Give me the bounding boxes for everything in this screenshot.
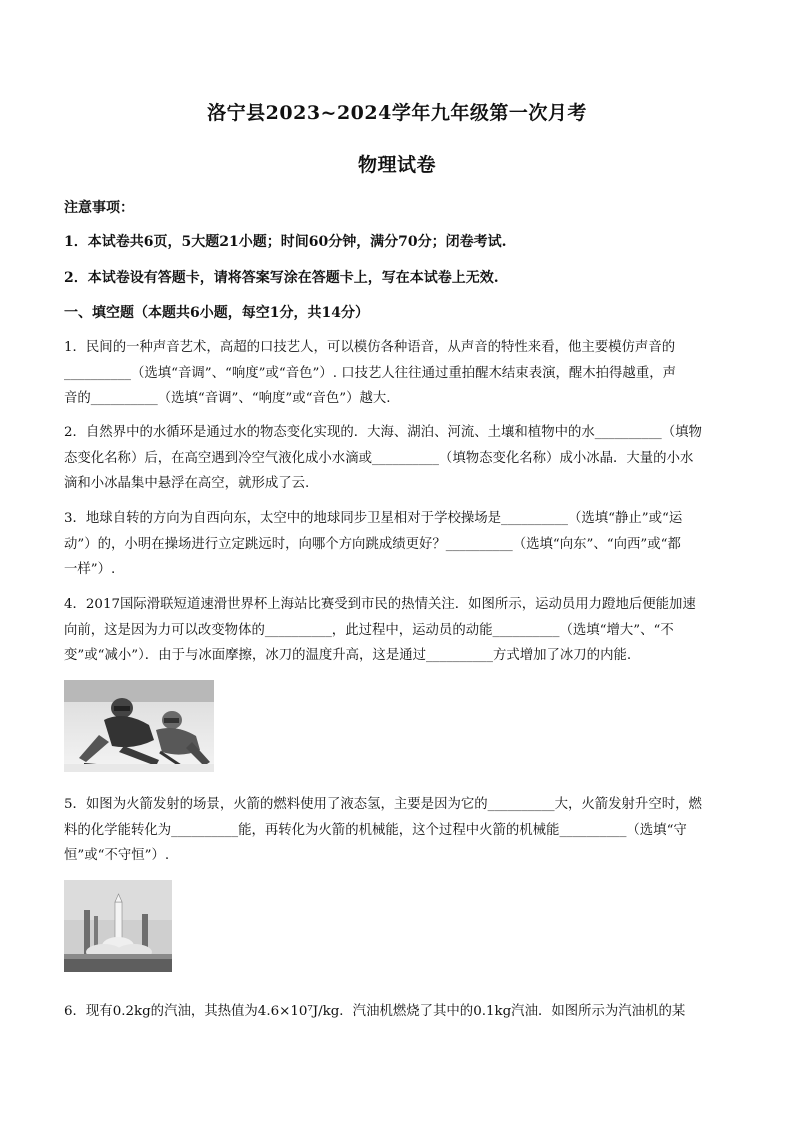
question-5-line: 5．如图为火箭发射的场景，火箭的燃料使用了液态氢，主要是因为它的__________大，火箭发射升空时，燃 bbox=[64, 797, 702, 812]
exam-subtitle: 物理试卷 bbox=[357, 154, 436, 176]
notice-heading: 注意事项： bbox=[64, 200, 134, 216]
question-1-line: 音的__________（选填“音调”、“响度”或“音色”）越大. bbox=[64, 391, 391, 406]
question-1 bbox=[64, 335, 736, 412]
question-6-line: 6．现有0.2kg的汽油，其热值为4.6×10⁷J/kg．汽油机燃烧了其中的0.1kg汽油．如图所示为汽油机的某 bbox=[64, 1004, 686, 1019]
notice-item-1: 1．本试卷共6页，5大题21小题；时间60分钟，满分70分；闭卷考试. bbox=[64, 234, 507, 250]
question-3 bbox=[64, 506, 736, 583]
question-4-line: 变”或“减小”）．由于与冰面摩擦，冰刀的温度升高，这是通过__________方式增加了冰刀的内能. bbox=[64, 648, 632, 663]
notice-item-2: 2．本试卷设有答题卡，请将答案写涂在答题卡上，写在本试卷上无效. bbox=[64, 270, 499, 286]
question-3-line: 动”）的，小明在操场进行立定跳远时，向哪个方向跳成绩更好？__________（选填“向东”、“向西”或“都 bbox=[64, 536, 681, 552]
question-3-line: 一样”）. bbox=[64, 562, 116, 577]
question-2-line: 态变化名称）后，在高空遇到冷空气液化成小水滴或__________（填物态变化名称）成小冰晶．大量的小水 bbox=[64, 450, 694, 466]
question-3-line: 3．地球自转的方向为自西向东，太空中的地球同步卫星相对于学校操场是__________（选填“静止”或“运 bbox=[64, 511, 683, 526]
section-1-heading: 一、填空题（本题共6小题，每空1分，共14分） bbox=[64, 305, 369, 321]
question-1-line: __________（选填“音调”、“响度”或“音色”）. 口技艺人往往通过重拍醒木结束表演，醒木拍得越重，声 bbox=[64, 365, 676, 381]
exam-title: 洛宁县2023~2024学年九年级第一次月考 bbox=[207, 102, 587, 124]
question-4-line: 4．2017国际滑联短道速滑世界杯上海站比赛受到市民的热情关注．如图所示，运动员用力蹬地后便能加速 bbox=[64, 597, 696, 612]
question-5-line: 料的化学能转化为__________能，再转化为火箭的机械能，这个过程中火箭的机械能__________（选填“守 bbox=[64, 822, 687, 838]
question-2-line: 2．自然界中的水循环是通过水的物态变化实现的．大海、湖泊、河流、土壤和植物中的水__________（填物 bbox=[64, 425, 702, 440]
question-2 bbox=[64, 420, 736, 497]
question-2-line: 滴和小冰晶集中悬浮在高空，就形成了云. bbox=[64, 476, 310, 491]
question-5 bbox=[64, 792, 736, 869]
question-4-line: 向前，这是因为力可以改变物体的__________，此过程中，运动员的动能__________（选填“增大”、“不 bbox=[64, 622, 674, 638]
question-6 bbox=[64, 999, 736, 1025]
speed-skating-photo bbox=[64, 680, 214, 772]
question-4 bbox=[64, 592, 736, 669]
question-1-line: 1．民间的一种声音艺术，高超的口技艺人，可以模仿各种语音，从声音的特性来看，他主要模仿声音的 bbox=[64, 340, 676, 355]
question-5-line: 恒”或“不守恒”）. bbox=[64, 848, 170, 863]
rocket-launch-photo bbox=[64, 880, 172, 972]
